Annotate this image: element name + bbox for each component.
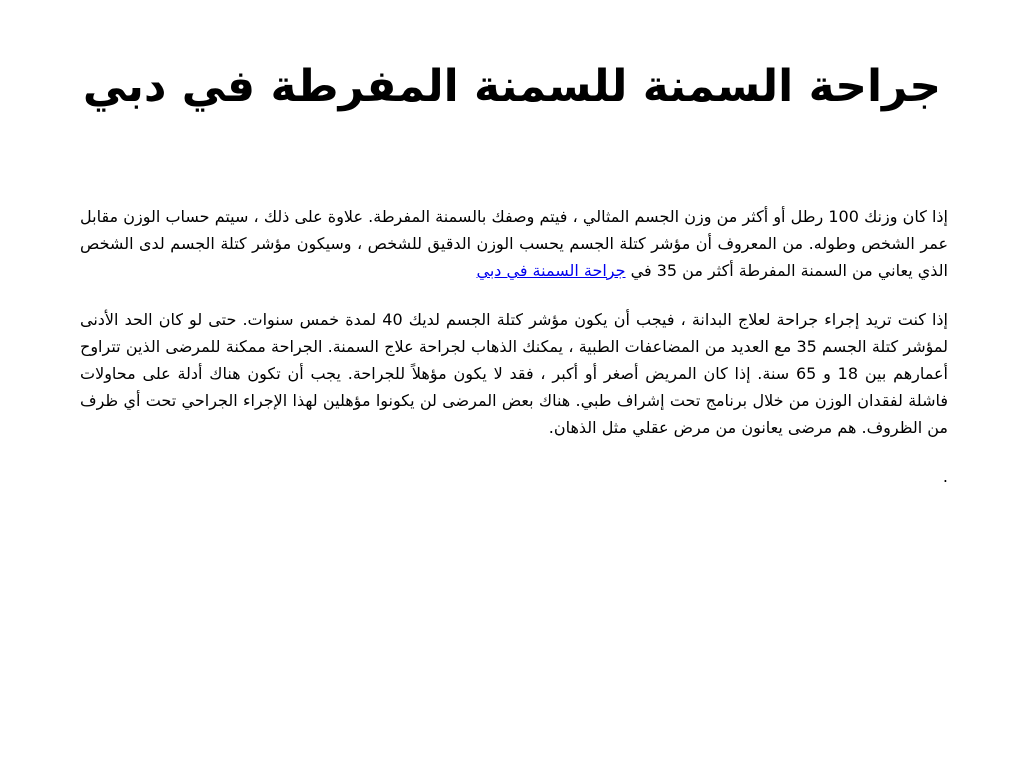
slide-body xyxy=(80,203,948,490)
paragraph-obesity-definition xyxy=(80,203,948,284)
paragraph-surgery-eligibility: إذا كنت تريد إجراء جراحة لعلاج البدانة ، فيجب أن يكون مؤشر كتلة الجسم لديك 40 لمدة خمس سنوات. حتى لو كان الحد الأدنى لمؤشر كتلة الجسم 35 مع العديد من المضاعفات الطبية ، يمكنك الذهاب لجراحة علاج السمنة. الجراحة ممكنة للمرضى الذين تتراوح أعمارهم بين 18 و 65 سنة. إذا كان المريض أصغر أو أكبر ، فقد لا يكون مؤهلاً للجراحة. يجب أن تكون هناك أدلة على محاولات فاشلة لفقدان الوزن من خلال برنامج تحت إشراف طبي. هناك بعض المرضى لن يكونوا مؤهلين لهذا الإجراء الجراحي تحت أي ظرف من الظروف. هم مرضى يعانون من مرض عقلي مثل الذهان. xyxy=(80,310,949,437)
page-title: جراحة السمنة للسمنة المفرطة في دبي xyxy=(82,61,942,112)
paragraph-1-text: إذا كان وزنك 100 رطل أو أكثر من وزن الجسم المثالي ، فيتم وصفك بالسمنة المفرطة. علاوة على ذلك ، سيتم حساب الوزن مقابل عمر الشخص وطوله. من المعروف أن مؤشر كتلة الجسم يحسب الوزن الدقيق للشخص ، وسيكون مؤشر كتلة الجسم لدى الشخص الذي يعاني من السمنة المفرطة أكثر من 35 في xyxy=(80,207,948,280)
trailing-dot: . xyxy=(942,467,948,486)
bariatric-surgery-dubai-link[interactable]: جراحة السمنة في دبي xyxy=(476,261,626,280)
